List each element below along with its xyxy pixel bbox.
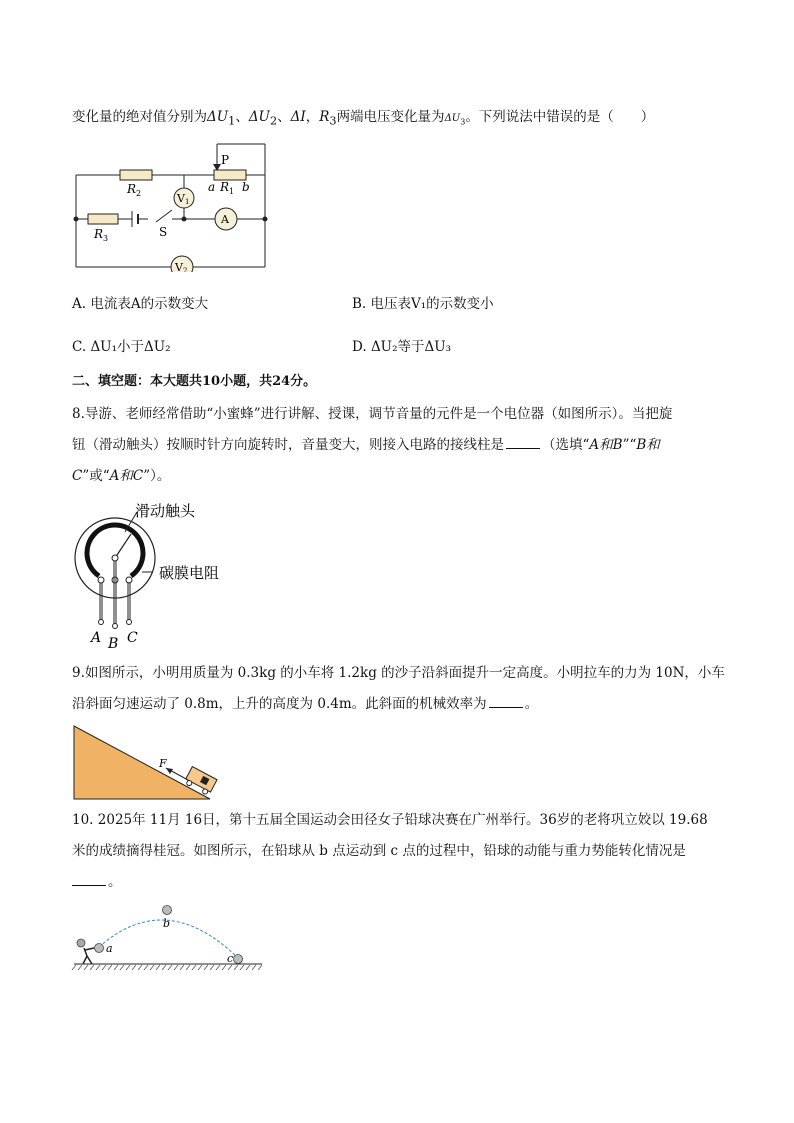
label-v1-sub: 1 [185,198,190,206]
option-d: D. ΔU₂等于ΔU₃ [352,339,452,355]
shot-point-a [95,944,104,953]
athlete-figure [83,948,94,964]
label-v2: V [175,261,183,272]
label-r3-sub: 3 [103,234,109,243]
point-a-label: a [106,942,113,955]
q8-line1: 8.导游、老师经常借助“小蜜蜂”进行讲解、授课，调节音量的元件是一个电位器（如图所示）。当把旋 [72,406,673,422]
answer-blank [506,436,540,449]
label-v2-sub: 2 [183,267,188,272]
option-c: C. ΔU₁小于ΔU₂ [72,339,171,355]
q10-line2: 米的成绩摘得桂冠。如图所示，在铅球从 b 点运动到 c 点的过程中，铅球的动能与重力势能转化情况是 [72,843,686,859]
force-label: F [159,757,167,770]
label-slider: 滑动触头 [135,502,196,520]
label-r1: R [220,180,230,194]
resistor-r3 [88,214,118,224]
q10-line3: 。 [72,872,122,892]
shot-point-b [163,906,172,915]
resistor-r1 [214,170,246,180]
answer-blank [489,695,523,708]
point-b-label: b [163,917,171,930]
label-v1: V [177,192,185,205]
label-p: P [221,153,230,167]
terminal-c-label: C [127,630,138,646]
resistor-r2 [120,170,152,180]
q7-stem: 变化量的绝对值分别为$\Delta U_1$、$\Delta U_2$、ΔI，$R_3$两端电压变化量为$\Delta U_3$。下列说法中错误的是（ ） [72,109,655,128]
label-r2-sub: 2 [136,189,142,198]
terminal-b-label: B [108,636,119,652]
shotput-trajectory-diagram [70,898,266,974]
section-heading: 二、填空题：本大题共10小题，共24分。 [72,374,317,389]
label-b-end: b [242,180,250,194]
label-r2: R [127,182,137,196]
point-c-label: c [227,952,234,965]
q9-line1: 9.如图所示，小明用质量为 0.3kg 的小车将 1.2kg 的沙子沿斜面提升一定高度。小明拉车的力为 10N，小车 [72,665,725,681]
q7-circuit-diagram [68,140,274,272]
q9-line2: 沿斜面匀速运动了 0.8m，上升的高度为 0.4m。此斜面的机械效率为 。 [72,696,539,712]
q10-line1: 10. 2025年 11月 16日，第十五届全国运动会田径女子铅球决赛在广州举行。36岁的老将巩立姣以 19.68 [72,812,708,828]
label-a: A [221,213,229,226]
label-r3: R [94,227,104,241]
label-s: S [159,225,168,239]
carbon-film-arc [87,525,143,576]
label-carbon-film: 碳膜电阻 [159,564,220,582]
shot-point-c [234,955,243,964]
option-b: B. 电压表V₁的示数变小 [352,296,494,312]
incline-plane [74,726,210,799]
terminal-a-label: A [91,630,102,646]
option-a: A. 电流表A的示数变大 [72,296,209,312]
q8-line3: C”或“A和C”）。 [72,468,171,484]
incline-diagram [70,722,230,802]
label-r1-sub: 1 [229,187,235,196]
potentiometer-diagram [68,496,258,652]
answer-blank [72,873,106,886]
slider-contact [115,534,131,558]
label-a-end: a [208,180,216,194]
q8-line2: 钮（滑动触头）按顺时针方向旋转时，音量变大，则接入电路的接线柱是 （选填“A和B”“B和 [72,437,660,453]
